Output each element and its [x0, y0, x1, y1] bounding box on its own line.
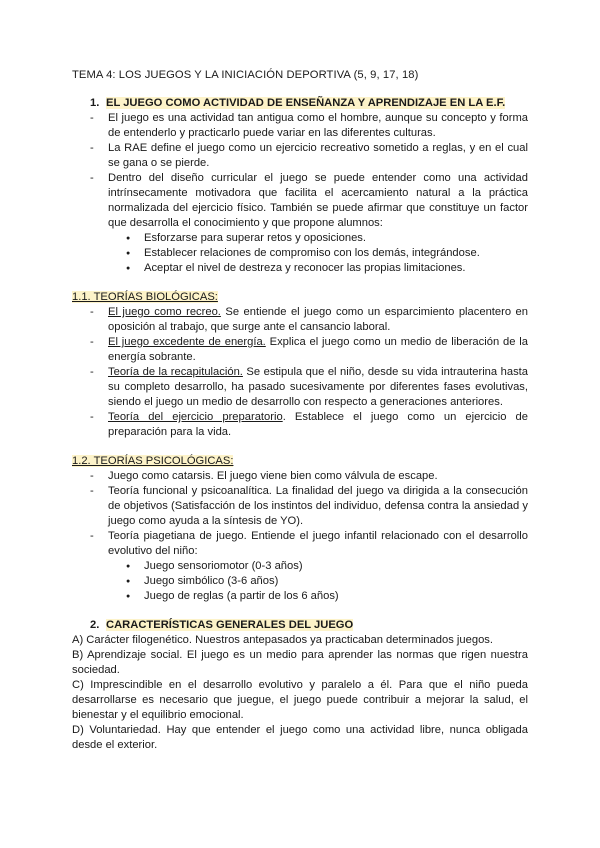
list-item: [72, 305, 528, 335]
paragraph: A) Carácter filogenético. Nuestros antepasados ya practicaban determinados juegos.: [72, 634, 494, 646]
section-1-list: [72, 111, 528, 231]
bullet-item: ● Juego simbólico (3-6 años): [108, 574, 528, 589]
list-item: - La RAE define el juego como un ejercicio recreativo sometido a reglas, y en el cual se gana o se pierde.: [72, 141, 528, 171]
section-1-number: 1.: [90, 97, 100, 109]
theory-text: Se estipula que el niño, desde su vida intrauterina hasta su completo desarrollo, ha pasado sucesivamente por diferentes fases evolutivas, siendo el juego un medio de desarrollo con respecto a generaciones anteriores.: [108, 366, 528, 408]
section-2-heading: [90, 618, 528, 633]
theory-term: Teoría de la recapitulación.: [108, 366, 243, 378]
theory-term: Teoría del ejercicio preparatorio: [108, 411, 283, 423]
theory-text: Explica el juego como un medio de liberación de la energía sobrante.: [108, 336, 528, 363]
section-1-1-heading: [72, 290, 528, 305]
theory-text: . Establece el juego como un ejercicio de preparación para la vida.: [108, 411, 528, 438]
document-page: [72, 68, 528, 753]
list-item: - Teoría funcional y psicoanalítica. La finalidad del juego va dirigida a la consecución de objetivos (Satisfacción de los instintos del individuo, defensa contra la ansiedad y juego como ayuda a la síntesis de YO).: [72, 484, 528, 529]
section-1-heading: [90, 96, 528, 111]
paragraph: B) Aprendizaje social. El juego es un medio para aprender las normas que rigen nuestra sociedad.: [72, 649, 528, 676]
section-1-2-list: [72, 469, 528, 559]
section-1-2-bullets: [72, 559, 528, 604]
paragraph: D) Voluntariedad. Hay que entender el juego como una actividad libre, nunca obligada desde el exterior.: [72, 724, 528, 751]
list-item: - El juego es una actividad tan antigua como el hombre, aunque su concepto y forma de entenderlo y practicarlo puede variar en las diferentes culturas.: [72, 111, 528, 141]
list-item: [72, 335, 528, 365]
section-1-1-list: [72, 305, 528, 440]
section-1-title: EL JUEGO COMO ACTIVIDAD DE ENSEÑANZA Y APRENDIZAJE EN LA E.F.: [106, 97, 506, 109]
list-item: - Teoría piagetiana de juego. Entiende el juego infantil relacionado con el desarrollo evolutivo del niño:: [72, 529, 528, 559]
bullet-item: ● Aceptar el nivel de destreza y reconocer las propias limitaciones.: [108, 261, 528, 276]
bullet-item: ● Establecer relaciones de compromiso con los demás, integrándose.: [108, 246, 528, 261]
list-item: - Juego como catarsis. El juego viene bien como válvula de escape.: [72, 469, 528, 484]
theory-term: El juego excedente de energía.: [108, 336, 266, 348]
list-item: [72, 410, 528, 440]
document-title: TEMA 4: LOS JUEGOS Y LA INICIACIÓN DEPORTIVA (5, 9, 17, 18): [72, 69, 419, 81]
section-1-1-title: 1.1. TEORÍAS BIOLÓGICAS:: [72, 291, 218, 303]
section-2-number: 2.: [90, 619, 100, 631]
list-item: [72, 365, 528, 410]
list-item: - Dentro del diseño curricular el juego se puede entender como una actividad intrínsecamente motivadora que facilita el acercamiento natural a la práctica normalizada del ejercicio físico. También se puede afirmar que constituye un factor que desarrolla el conocimiento y que propone alumnos:: [72, 171, 528, 231]
section-1-bullets: [72, 231, 528, 276]
paragraph: C) Imprescindible en el desarrollo evolutivo y paralelo a él. Para que el niño pueda desarrollarse es necesario que juegue, el juego puede contribuir a mejorar la salud, el bienestar y el equilibrio emocional.: [72, 679, 528, 721]
bullet-item: ● Juego sensoriomotor (0-3 años): [108, 559, 528, 574]
theory-term: El juego como recreo.: [108, 306, 221, 318]
section-1-2-title: 1.2. TEORÍAS PSICOLÓGICAS:: [72, 455, 234, 467]
bullet-item: ● Esforzarse para superar retos y oposiciones.: [108, 231, 528, 246]
theory-text: Se entiende el juego como un esparcimiento placentero en oposición al trabajo, que surge ante el cansancio laboral.: [108, 306, 528, 333]
section-2-title: CARACTERÍSTICAS GENERALES DEL JUEGO: [106, 619, 354, 631]
section-1-2-heading: [72, 454, 528, 469]
bullet-item: ● Juego de reglas (a partir de los 6 años): [108, 589, 528, 604]
